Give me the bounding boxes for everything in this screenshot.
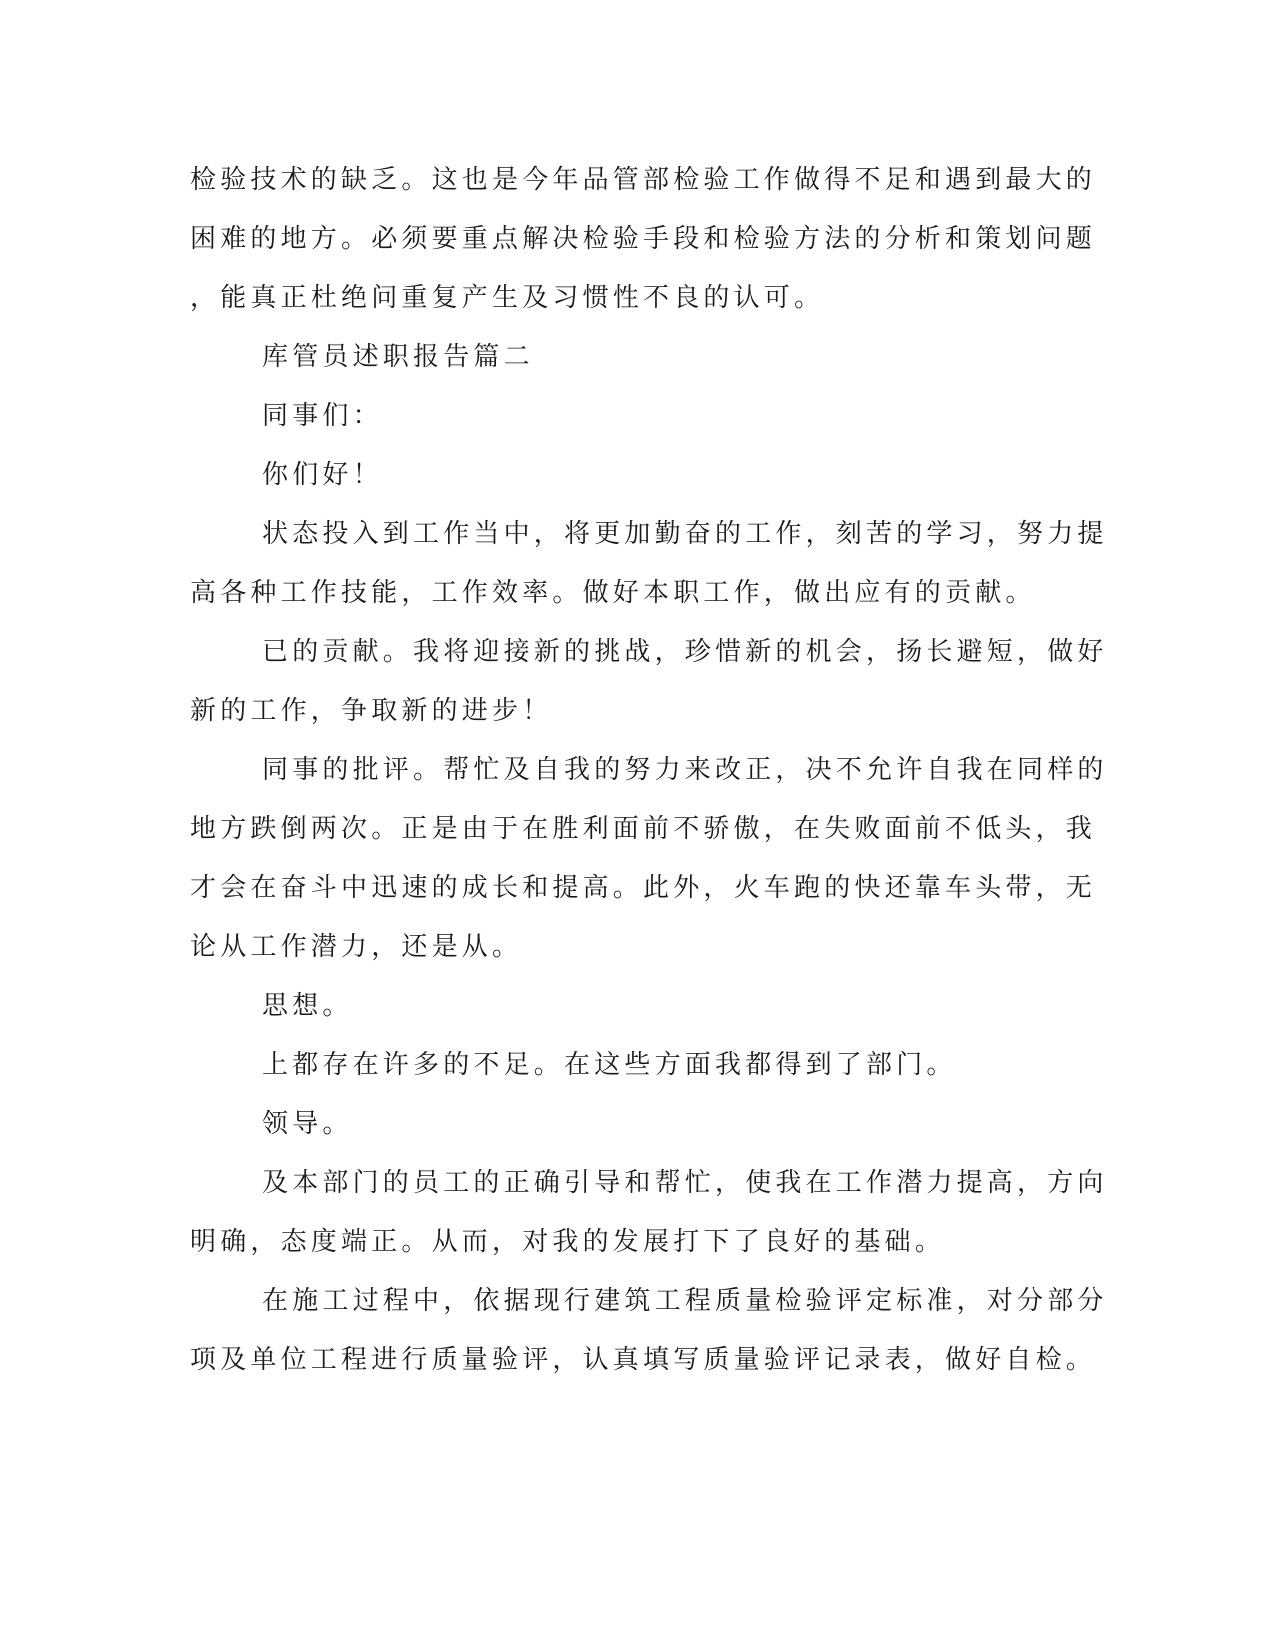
- text-line-9: 已的贡献。我将迎接新的挑战，珍惜新的机会，扬长避短，做好: [262, 637, 1108, 667]
- text-line-3: ，能真正杜绝问重复产生及习惯性不良的认可。: [190, 283, 825, 313]
- text-line-11: 同事的批评。帮忙及自我的努力来改正，决不允许自我在同样的: [262, 755, 1108, 785]
- text-line-17: 领导。: [262, 1109, 353, 1139]
- text-line-21: 项及单位工程进行质量验评，认真填写质量验评记录表，做好自检。: [190, 1345, 1097, 1375]
- text-line-19: 明确，态度端正。从而，对我的发展打下了良好的基础。: [190, 1227, 946, 1257]
- section-heading: 库管员述职报告篇二: [262, 342, 534, 372]
- text-line-16: 上都存在许多的不足。在这些方面我都得到了部门。: [262, 1050, 957, 1080]
- text-line-12: 地方跌倒两次。正是由于在胜利面前不骄傲，在失败面前不低头，我: [190, 814, 1097, 844]
- text-line-15: 思想。: [262, 991, 353, 1021]
- salutation: 同事们：: [262, 401, 383, 431]
- greeting: 你们好！: [262, 460, 383, 490]
- text-line-20: 在施工过程中，依据现行建筑工程质量检验评定标准，对分部分: [262, 1286, 1108, 1316]
- text-line-8: 高各种工作技能，工作效率。做好本职工作，做出应有的贡献。: [190, 578, 1036, 608]
- text-line-18: 及本部门的员工的正确引导和帮忙，使我在工作潜力提高，方向: [262, 1168, 1108, 1198]
- text-line-1: 检验技术的缺乏。这也是今年品管部检验工作做得不足和遇到最大的: [190, 165, 1097, 195]
- text-line-2: 困难的地方。必须要重点解决检验手段和检验方法的分析和策划问题: [190, 224, 1097, 254]
- text-line-10: 新的工作，争取新的进步！: [190, 696, 553, 726]
- text-line-14: 论从工作潜力，还是从。: [190, 932, 523, 962]
- text-line-13: 才会在奋斗中迅速的成长和提高。此外，火车跑的快还靠车头带，无: [190, 873, 1097, 903]
- text-line-7: 状态投入到工作当中，将更加勤奋的工作，刻苦的学习，努力提: [262, 519, 1108, 549]
